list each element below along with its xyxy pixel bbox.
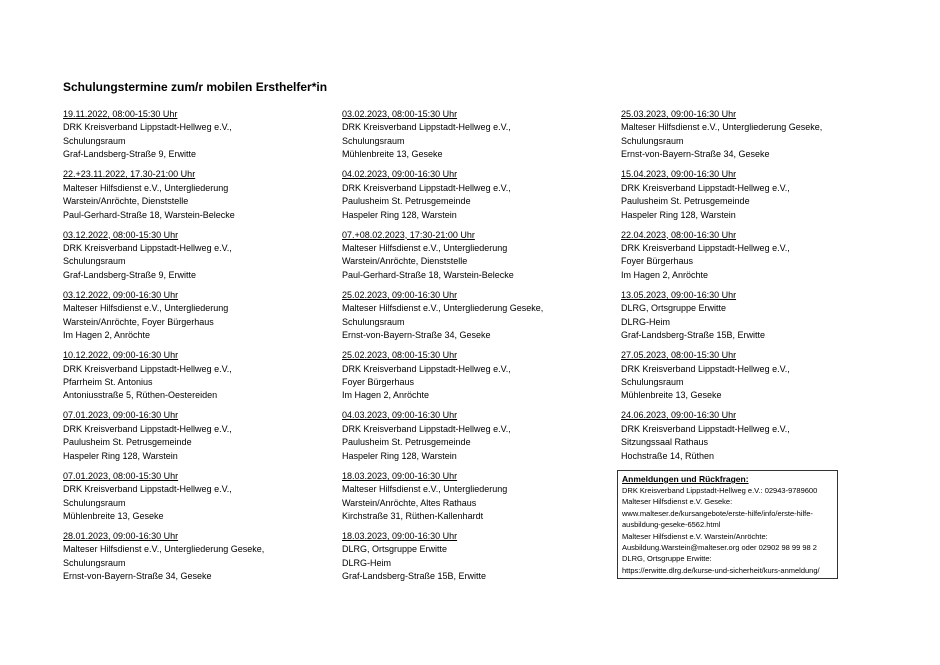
entry-line: DRK Kreisverband Lippstadt-Hellweg e.V.,	[63, 484, 232, 495]
entry-line: Paul-Gerhard-Straße 18, Warstein-Belecke	[342, 269, 514, 280]
contact-line: Ausbildung.Warstein@malteser.org oder 02902 98 99 98 2	[622, 543, 817, 553]
entry-date: 18.03.2023, 09:00-16:30 Uhr	[342, 470, 458, 481]
entry-line: Haspeler Ring 128, Warstein	[342, 450, 457, 461]
schedule-entry	[342, 530, 602, 590]
entry-date: 19.11.2022, 08:00-15:30 Uhr	[63, 109, 178, 119]
entry-line: Haspeler Ring 128, Warstein	[621, 209, 736, 220]
entry-line: DLRG, Ortsgruppe Erwitte	[621, 303, 727, 314]
entry-line: Paulusheim St. Petrusgemeinde	[342, 196, 471, 207]
entry-date: 10.12.2022, 09:00-16:30 Uhr	[63, 350, 179, 361]
entry-line: Ernst-von-Bayern-Straße 34, Geseke	[63, 571, 212, 582]
schedule-entry	[63, 229, 323, 289]
contact-line: Malteser Hilfsdienst e.V. Warstein/Anröchte:	[622, 531, 768, 541]
entry-line: Schulungsraum	[63, 256, 126, 267]
entry-line: Haspeler Ring 128, Warstein	[63, 450, 178, 461]
entry-date: 07.+08.02.2023, 17:30-21:00 Uhr	[342, 229, 475, 240]
entry-date: 07.01.2023, 09:00-16:30 Uhr	[63, 410, 179, 421]
contact-box	[617, 470, 838, 579]
entry-line: DRK Kreisverband Lippstadt-Hellweg e.V.,	[621, 243, 790, 253]
entry-date: 04.02.2023, 09:00-16:30 Uhr	[342, 169, 458, 180]
entry-date: 18.03.2023, 09:00-16:30 Uhr	[342, 531, 458, 542]
schedule-entry	[342, 289, 602, 349]
entry-line: Mühlenbreite 13, Geseke	[63, 511, 164, 521]
entry-line: Malteser Hilfsdienst e.V., Untergliederung	[342, 243, 508, 253]
schedule-entry	[63, 108, 323, 168]
schedule-entry	[342, 409, 602, 469]
entry-line: DLRG-Heim	[621, 316, 671, 327]
schedule-entry	[63, 349, 323, 409]
entry-line: Malteser Hilfsdienst e.V., Untergliederung Geseke,	[63, 544, 265, 555]
schedule-entry	[342, 168, 602, 228]
entry-date: 13.05.2023, 09:00-16:30 Uhr	[621, 289, 737, 300]
entry-line: Schulungsraum	[63, 557, 126, 568]
entry-date: 07.01.2023, 08:00-15:30 Uhr	[63, 470, 179, 481]
entry-line: DRK Kreisverband Lippstadt-Hellweg e.V.,	[342, 122, 511, 133]
schedule-entry	[342, 108, 602, 168]
entry-line: DLRG-Heim	[342, 557, 392, 568]
entry-line: Warstein/Anröchte, Altes Rathaus	[342, 497, 477, 508]
entry-line: Graf-Landsberg-Straße 15B, Erwitte	[621, 330, 766, 341]
entry-line: Hochstraße 14, Rüthen	[621, 450, 715, 461]
entry-line: DRK Kreisverband Lippstadt-Hellweg e.V.,	[63, 363, 232, 374]
schedule-entry	[621, 229, 881, 289]
entry-line: Ernst-von-Bayern-Straße 34, Geseke	[342, 330, 491, 341]
contact-line: https://erwitte.dlrg.de/kurse-und-sicherheit/kurs-anmeldung/	[622, 565, 820, 575]
entry-date: 15.04.2023, 09:00-16:30 Uhr	[621, 169, 737, 180]
entry-line: Kirchstraße 31, Rüthen-Kallenhardt	[342, 511, 484, 521]
entry-line: DRK Kreisverband Lippstadt-Hellweg e.V.,	[621, 423, 790, 434]
entry-line: Malteser Hilfsdienst e.V., Untergliederung Geseke,	[342, 303, 544, 314]
schedule-column-2	[342, 108, 602, 590]
entry-date: 03.12.2022, 09:00-16:30 Uhr	[63, 289, 179, 300]
entry-line: DRK Kreisverband Lippstadt-Hellweg e.V.,	[63, 423, 232, 434]
entry-date: 04.03.2023, 09:00-16:30 Uhr	[342, 410, 458, 421]
entry-line: DRK Kreisverband Lippstadt-Hellweg e.V.,	[621, 182, 790, 193]
schedule-entry	[63, 409, 323, 469]
entry-line: Paulusheim St. Petrusgemeinde	[63, 437, 192, 448]
schedule-entry	[621, 289, 881, 349]
entry-line: Foyer Bürgerhaus	[342, 377, 415, 387]
schedule-entry	[63, 168, 323, 228]
entry-line: Graf-Landsberg-Straße 9, Erwitte	[63, 269, 197, 280]
entry-line: Antoniusstraße 5, Rüthen-Oestereiden	[63, 390, 218, 401]
entry-line: Warstein/Anröchte, Foyer Bürgerhaus	[63, 316, 214, 327]
entry-date: 27.05.2023, 08:00-15:30 Uhr	[621, 350, 737, 361]
entry-line: Im Hagen 2, Anröchte	[621, 269, 709, 280]
schedule-entry	[63, 289, 323, 349]
entry-line: Malteser Hilfsdienst e.V., Untergliederung	[342, 484, 508, 495]
entry-line: Sitzungssaal Rathaus	[621, 437, 709, 448]
entry-line: Schulungsraum	[621, 135, 684, 146]
schedule-entry	[621, 108, 881, 168]
entry-line: Im Hagen 2, Anröchte	[342, 390, 430, 401]
entry-line: DRK Kreisverband Lippstadt-Hellweg e.V.,	[342, 363, 511, 374]
entry-line: Warstein/Anröchte, Dienststelle	[63, 196, 189, 207]
entry-line: Pfarrheim St. Antonius	[63, 377, 153, 387]
entry-line: Malteser Hilfsdienst e.V., Untergliederung Geseke,	[621, 122, 823, 133]
entry-line: Paul-Gerhard-Straße 18, Warstein-Belecke	[63, 209, 235, 220]
entry-line: Paulusheim St. Petrusgemeinde	[621, 196, 750, 207]
entry-date: 24.06.2023, 09:00-16:30 Uhr	[621, 410, 737, 421]
contact-line: DLRG, Ortsgruppe Erwitte:	[622, 554, 712, 564]
schedule-entry	[342, 349, 602, 409]
entry-line: Paulusheim St. Petrusgemeinde	[342, 437, 471, 448]
entry-date: 22.04.2023, 08:00-16:30 Uhr	[621, 229, 737, 240]
entry-date: 25.02.2023, 08:00-15:30 Uhr	[342, 350, 458, 361]
entry-line: Haspeler Ring 128, Warstein	[342, 209, 457, 220]
entry-line: Im Hagen 2, Anröchte	[63, 330, 151, 341]
entry-line: Schulungsraum	[63, 135, 126, 146]
page-title: Schulungstermine zum/r mobilen Ersthelfer*in	[63, 80, 328, 94]
entry-line: DRK Kreisverband Lippstadt-Hellweg e.V.,	[342, 423, 511, 434]
entry-line: Schulungsraum	[342, 316, 405, 327]
schedule-entry	[63, 470, 323, 530]
schedule-entry	[621, 349, 881, 409]
entry-line: Graf-Landsberg-Straße 15B, Erwitte	[342, 571, 487, 582]
entry-line: Schulungsraum	[342, 135, 405, 146]
entry-line: DLRG, Ortsgruppe Erwitte	[342, 544, 448, 555]
contact-line: www.malteser.de/kursangebote/erste-hilfe/info/erste-hilfe-	[622, 508, 813, 518]
schedule-entry	[621, 168, 881, 228]
entry-date: 03.02.2023, 08:00-15:30 Uhr	[342, 109, 458, 119]
entry-line: DRK Kreisverband Lippstadt-Hellweg e.V.,	[63, 122, 232, 133]
entry-date: 03.12.2022, 08:00-15:30 Uhr	[63, 229, 179, 240]
contact-line: DRK Kreisverband Lippstadt-Hellweg e.V.: 02943-9789600	[622, 486, 818, 495]
schedule-column-1	[63, 108, 323, 590]
entry-line: Schulungsraum	[621, 377, 684, 387]
entry-line: Ernst-von-Bayern-Straße 34, Geseke	[621, 149, 770, 160]
contact-line: Malteser Hilfsdienst e.V. Geseke:	[622, 497, 733, 507]
entry-line: Malteser Hilfsdienst e.V., Untergliederung	[63, 182, 229, 193]
entry-line: DRK Kreisverband Lippstadt-Hellweg e.V.,	[63, 243, 232, 253]
contact-line: ausbildung-geseke-6562.html	[622, 520, 721, 530]
entry-line: Mühlenbreite 13, Geseke	[342, 149, 443, 160]
entry-date: 25.02.2023, 09:00-16:30 Uhr	[342, 289, 458, 300]
entry-line: Warstein/Anröchte, Dienststelle	[342, 256, 468, 267]
entry-line: Foyer Bürgerhaus	[621, 256, 694, 267]
entry-date: 25.03.2023, 09:00-16:30 Uhr	[621, 109, 737, 119]
schedule-entry	[342, 470, 602, 530]
contact-heading: Anmeldungen und Rückfragen:	[622, 474, 749, 484]
entry-date: 22.+23.11.2022, 17.30-21:00 Uhr	[63, 169, 196, 180]
schedule-entry	[63, 530, 323, 590]
schedule-entry	[621, 409, 881, 469]
entry-line: DRK Kreisverband Lippstadt-Hellweg e.V.,	[621, 363, 790, 374]
entry-line: Malteser Hilfsdienst e.V., Untergliederung	[63, 303, 229, 314]
entry-line: Mühlenbreite 13, Geseke	[621, 390, 722, 401]
schedule-column-3	[621, 108, 881, 470]
schedule-entry	[342, 229, 602, 289]
entry-line: Graf-Landsberg-Straße 9, Erwitte	[63, 149, 197, 160]
entry-line: Schulungsraum	[63, 497, 126, 508]
entry-line: DRK Kreisverband Lippstadt-Hellweg e.V.,	[342, 182, 511, 193]
entry-date: 28.01.2023, 09:00-16:30 Uhr	[63, 531, 179, 542]
